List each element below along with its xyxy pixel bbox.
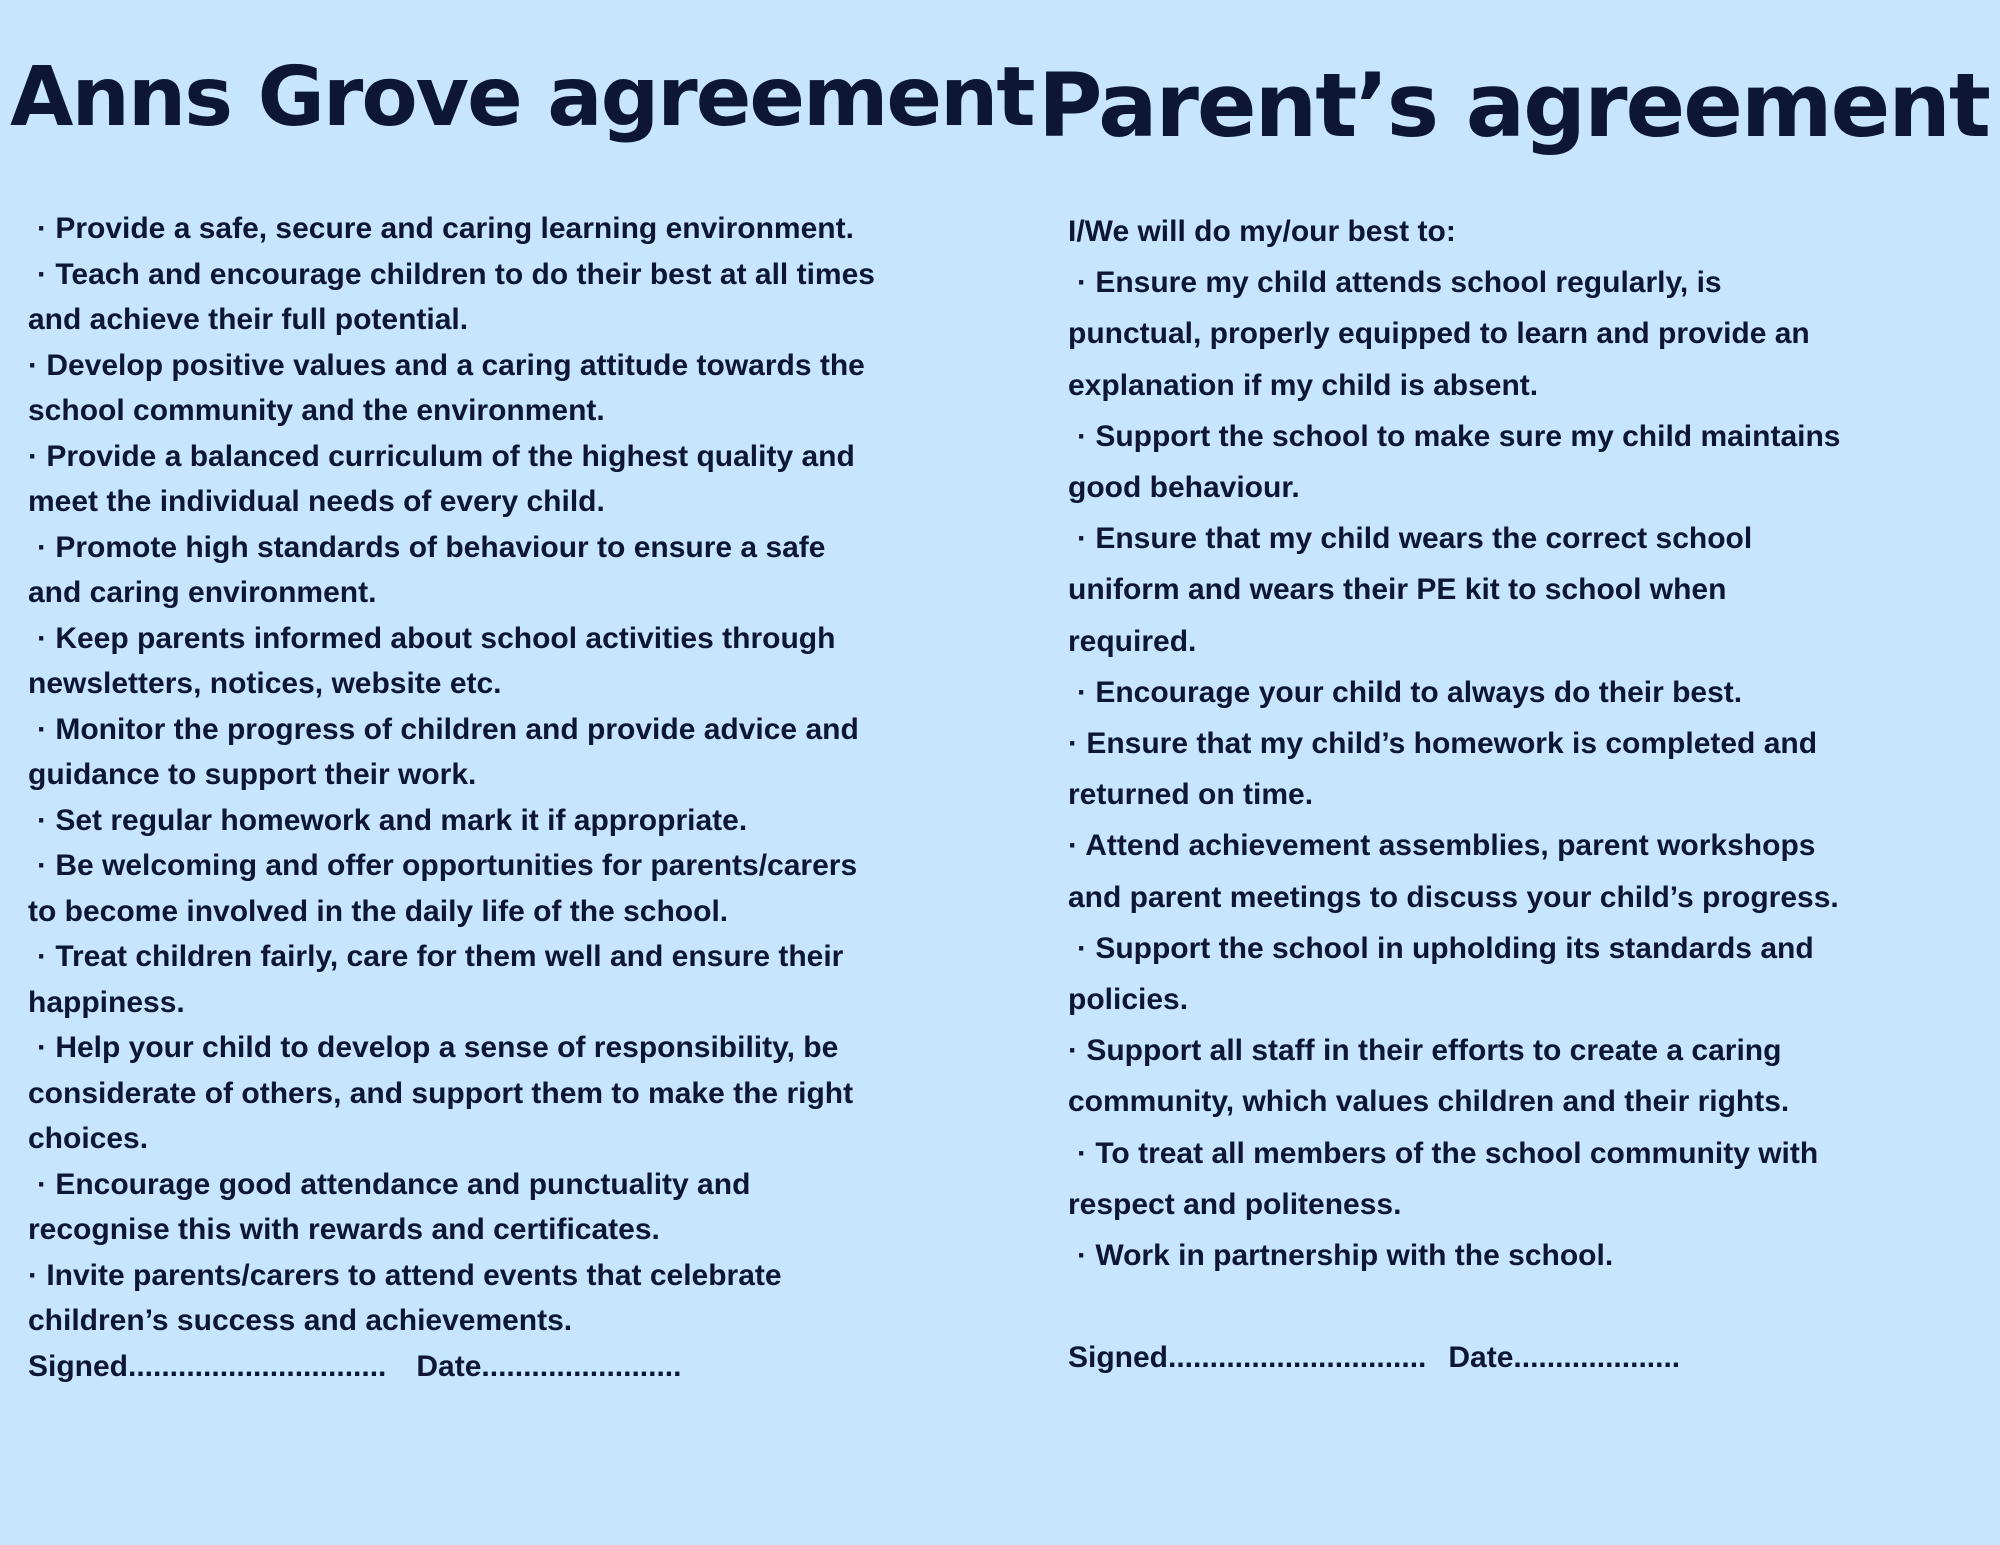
parent-signed-field[interactable]: Signed...............................: [1068, 1341, 1427, 1375]
parent-agreement-line: · Support the school to make sure my child maintains: [1077, 419, 1841, 453]
parent-date-field[interactable]: Date....................: [1448, 1341, 1681, 1375]
school-agreement-line: · Teach and encourage children to do their best at all times: [37, 257, 875, 291]
parent-agreement-line: respect and politeness.: [1068, 1187, 1402, 1221]
parent-agreement-line: · To treat all members of the school community with: [1077, 1136, 1819, 1170]
school-agreement-line: · Keep parents informed about school activities through: [37, 621, 836, 655]
school-agreement-line: · Promote high standards of behaviour to ensure a safe: [37, 530, 826, 564]
parent-agreement-line: · Attend achievement assemblies, parent workshops: [1068, 829, 1816, 863]
school-signed-field[interactable]: Signed...............................: [28, 1349, 387, 1383]
school-agreement-line: newsletters, notices, website etc.: [28, 667, 502, 700]
parent-agreement-line: I/We will do my/our best to:: [1068, 215, 1456, 248]
school-agreement-line: meet the individual needs of every child.: [28, 485, 605, 518]
signature-spacer: [1068, 1281, 1968, 1332]
parent-agreement-line: good behaviour.: [1068, 471, 1300, 505]
parent-agreement-line: · Ensure that my child’s homework is completed and: [1068, 727, 1818, 761]
parent-agreement-line: returned on time.: [1068, 778, 1314, 812]
school-agreement-line: · Help your child to develop a sense of responsibility, be: [37, 1031, 839, 1064]
school-agreement-line: · Encourage good attendance and punctuality and: [37, 1167, 751, 1201]
school-agreement-list: [28, 206, 978, 1389]
parent-agreement-list: [1068, 206, 1968, 1383]
school-date-field[interactable]: Date........................: [416, 1349, 682, 1383]
parent-agreement-line: · Support all staff in their efforts to create a caring: [1068, 1034, 1782, 1068]
school-agreement-line: · Set regular homework and mark it if appropriate.: [37, 803, 748, 837]
school-agreement-line: · Be welcoming and offer opportunities for parents/carers: [37, 849, 858, 882]
school-agreement-line: children’s success and achievements.: [28, 1304, 573, 1337]
parent-agreement-line: · Support the school in upholding its standards and: [1077, 931, 1814, 965]
school-agreement-line: considerate of others, and support them to make the right: [28, 1076, 854, 1110]
parent-agreement-line: explanation if my child is absent.: [1068, 368, 1539, 402]
parent-agreement-line: community, which values children and their rights.: [1068, 1085, 1790, 1119]
school-agreement-title: Anns Grove agreement: [10, 50, 1034, 145]
parent-agreement-line: policies.: [1068, 983, 1189, 1017]
school-agreement-line: recognise this with rewards and certificates.: [28, 1213, 660, 1246]
school-agreement-line: · Treat children fairly, care for them well and ensure their: [37, 940, 844, 973]
school-agreement-line: · Provide a safe, secure and caring learning environment.: [37, 212, 854, 245]
school-agreement-line: and achieve their full potential.: [28, 303, 469, 336]
school-agreement-line: · Monitor the progress of children and provide advice and: [37, 712, 859, 746]
parent-agreement-line: required.: [1068, 624, 1197, 658]
school-agreement-line: · Develop positive values and a caring attitude towards the: [28, 348, 865, 382]
parent-agreement-line: · Ensure my child attends school regularly, is: [1077, 266, 1722, 300]
parent-agreement-line: punctual, properly equipped to learn and provide an: [1068, 317, 1810, 351]
school-agreement-line: guidance to support their work.: [28, 758, 477, 791]
school-agreement-line: school community and the environment.: [28, 394, 605, 427]
parent-agreement-title: Parent’s agreement: [1038, 54, 1989, 157]
school-agreement-line: happiness.: [28, 985, 185, 1019]
parent-agreement-line: uniform and wears their PE kit to school when: [1068, 573, 1727, 607]
parent-agreement-line: and parent meetings to discuss your child’s progress.: [1068, 880, 1839, 914]
parent-signature-line: [1068, 1332, 1968, 1383]
parent-agreement-line: · Work in partnership with the school.: [1077, 1239, 1614, 1273]
school-agreement-line: choices.: [28, 1122, 149, 1155]
parent-agreement-line: · Encourage your child to always do their best.: [1077, 675, 1743, 709]
school-agreement-line: · Invite parents/carers to attend events that celebrate: [28, 1258, 782, 1292]
school-agreement-line: and caring environment.: [28, 576, 377, 609]
school-agreement-line: · Provide a balanced curriculum of the highest quality and: [28, 439, 855, 473]
parent-agreement-line: · Ensure that my child wears the correct school: [1077, 522, 1753, 556]
school-agreement-line: to become involved in the daily life of the school.: [28, 894, 729, 928]
school-signature-line: [28, 1344, 978, 1390]
